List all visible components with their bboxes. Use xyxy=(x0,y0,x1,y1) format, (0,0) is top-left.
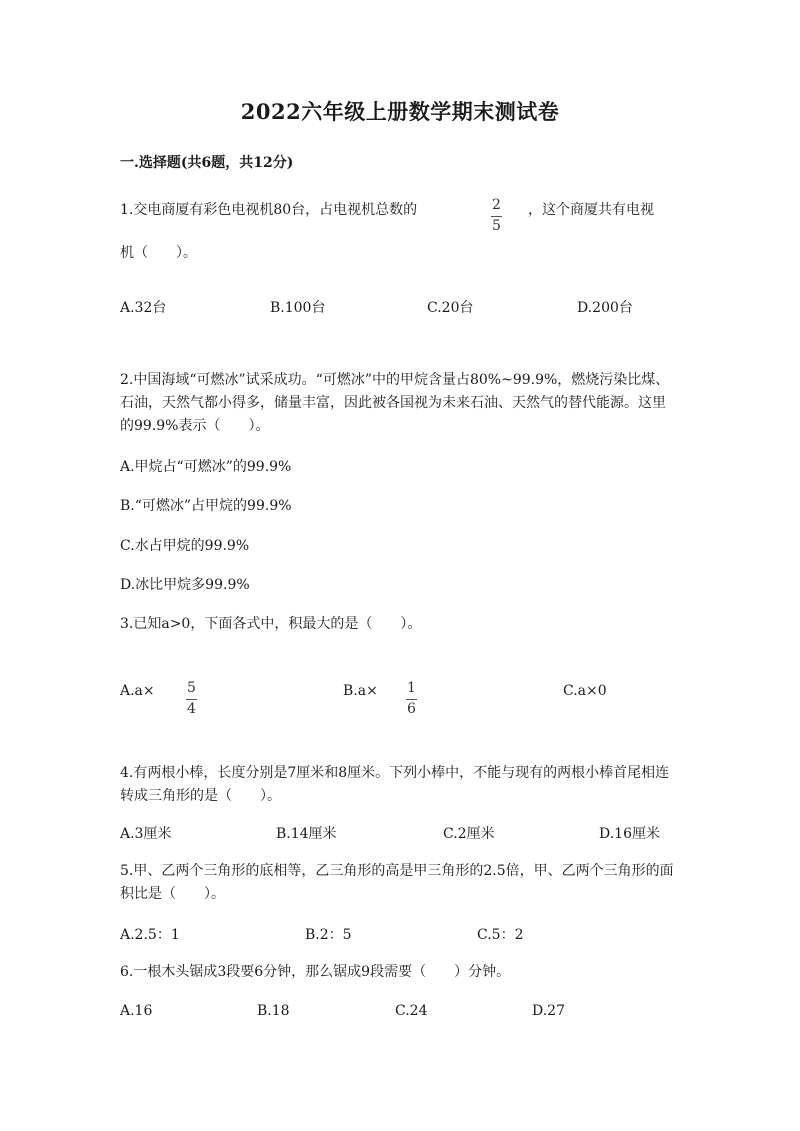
question-6-option-a[interactable]: A.16 xyxy=(120,1003,153,1019)
question-1-stem-line1 xyxy=(120,199,417,222)
question-4-option-d[interactable]: D.16厘米 xyxy=(599,826,660,842)
question-6-option-b[interactable]: B.18 xyxy=(257,1003,290,1019)
question-1-stem-line2: 机（ ）。 xyxy=(120,245,197,261)
fraction-denominator: 5 xyxy=(492,218,501,234)
section-heading: 一.选择题(共6题，共12分) xyxy=(120,155,294,171)
fraction-numerator: 5 xyxy=(187,680,196,696)
page-title: 2022六年级上册数学期末测试卷 xyxy=(240,99,560,124)
question-5-option-b[interactable]: B.2：5 xyxy=(305,927,352,943)
fraction-denominator: 6 xyxy=(407,701,416,717)
question-5-option-a[interactable]: A.2.5：1 xyxy=(120,927,180,943)
fraction-denominator: 4 xyxy=(187,701,196,717)
question-3-option-a-fraction[interactable] xyxy=(186,677,197,717)
question-3-option-b-prefix[interactable]: B.a× xyxy=(343,683,378,699)
question-6-option-c[interactable]: C.24 xyxy=(395,1003,428,1019)
fraction-bar xyxy=(491,216,502,217)
question-3-option-b-fraction[interactable] xyxy=(406,677,417,717)
fraction-numerator: 1 xyxy=(407,680,416,696)
question-1-fraction xyxy=(491,194,502,234)
question-4-option-b[interactable]: B.14厘米 xyxy=(276,826,337,842)
question-4-option-c[interactable]: C.2厘米 xyxy=(443,826,495,842)
question-5-option-c[interactable]: C.5：2 xyxy=(477,927,524,943)
question-2-option-a[interactable]: A.甲烷占“可燃冰”的99.9% xyxy=(120,459,292,475)
question-6-option-d[interactable]: D.27 xyxy=(532,1003,565,1019)
question-4-stem: 4.有两根小棒，长度分别是7厘米和8厘米。下列小棒中，不能与现有的两根小棒首尾相连转成三角形的是（ ）。 xyxy=(120,765,670,804)
question-2-option-d[interactable]: D.冰比甲烷多99.9% xyxy=(120,577,250,593)
question-2-option-b[interactable]: B.“可燃冰”占甲烷的99.9% xyxy=(120,498,292,514)
question-2-option-c[interactable]: C.水占甲烷的99.9% xyxy=(120,538,250,554)
question-1-option-d[interactable]: D.200台 xyxy=(577,300,633,316)
question-2-stem: 2.中国海域“可燃冰”试采成功。“可燃冰”中的甲烷含量占80%~99.9%，燃烧污染比煤、石油，天然气都小得多，储量丰富，因此被各国视为未来石油、天然气的替代能源。这里的99.9%表示（ ）。 xyxy=(120,372,670,434)
question-1-option-b[interactable]: B.100台 xyxy=(270,300,326,316)
question-4-option-a[interactable]: A.3厘米 xyxy=(120,826,172,842)
question-1-option-a[interactable]: A.32台 xyxy=(120,300,167,316)
question-1-stem-before: 1.交电商厦有彩色电视机80台，占电视机总数的 xyxy=(120,202,418,218)
question-1-option-c[interactable]: C.20台 xyxy=(427,300,474,316)
fraction-bar xyxy=(406,699,417,700)
question-1-stem-after: ，这个商厦共有电视 xyxy=(528,202,654,218)
question-6-stem: 6.一根木头锯成3段要6分钟，那么锯成9段需要（ ）分钟。 xyxy=(120,964,511,980)
question-3-option-a-prefix[interactable]: A.a× xyxy=(120,683,155,699)
question-5-stem: 5.甲、乙两个三角形的底相等，乙三角形的高是甲三角形的2.5倍，甲、乙两个三角形的面积比是（ ）。 xyxy=(120,863,674,902)
question-3-option-c[interactable]: C.a×0 xyxy=(563,683,607,699)
question-3-stem: 3.已知a>0，下面各式中，积最大的是（ ）。 xyxy=(120,616,422,632)
fraction-numerator: 2 xyxy=(492,197,501,213)
fraction-bar xyxy=(186,699,197,700)
